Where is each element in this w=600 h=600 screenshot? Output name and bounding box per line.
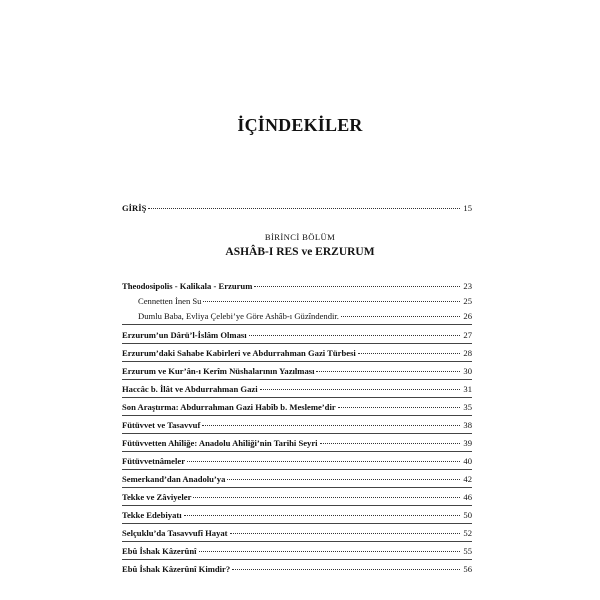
- toc-entry-page: 40: [463, 456, 472, 466]
- toc-entry[interactable]: [122, 281, 472, 292]
- dot-leader: [193, 496, 460, 498]
- toc-entry-label: Dumlu Baba, Evliya Çelebi’ye Göre Ashâb-ı Güzîndendir.: [138, 311, 339, 321]
- dot-leader: [148, 207, 460, 209]
- dot-leader: [227, 478, 460, 480]
- part-label: BİRİNCİ BÖLÜM: [264, 232, 336, 242]
- toc-entry-label: Fütüvvetten Ahîliğe: Anadolu Ahîliği’nin Tarihi Seyri: [122, 438, 318, 448]
- section-rule: [122, 487, 472, 488]
- toc-entry-page: 25: [463, 296, 472, 306]
- toc-entry-page: 31: [463, 384, 472, 394]
- dot-leader: [199, 550, 460, 552]
- dot-leader: [260, 388, 460, 390]
- section-rule: [122, 541, 472, 542]
- toc-entry-label: Erzurum’daki Sahabe Kabirleri ve Abdurrahman Gazi Türbesi: [122, 348, 356, 358]
- toc-entry-page: 55: [463, 546, 472, 556]
- toc-entry[interactable]: [122, 438, 472, 449]
- toc-entry-page: 52: [463, 528, 472, 538]
- toc-entry-page: 23: [463, 281, 472, 291]
- section-rule: [122, 379, 472, 380]
- toc-entry[interactable]: [122, 384, 472, 395]
- toc-entry[interactable]: [122, 510, 472, 521]
- toc-entry-label: Theodosipolis - Kalikala - Erzurum: [122, 281, 253, 291]
- toc-entry-page: 56: [463, 564, 472, 574]
- toc-entry-page: 30: [463, 366, 472, 376]
- toc-entry-label: Fütüvvetnâmeler: [122, 456, 186, 466]
- section-rule: [122, 324, 472, 325]
- section-rule: [122, 523, 472, 524]
- dot-leader: [338, 406, 460, 408]
- page-title: İÇİNDEKİLER: [237, 115, 363, 135]
- toc-entry-page: 26: [463, 311, 472, 321]
- toc-entry-page: 15: [463, 203, 472, 213]
- toc-entry-label: Tekke Edebiyatı: [122, 510, 182, 520]
- toc-entry[interactable]: [122, 348, 472, 359]
- section-rule: [122, 451, 472, 452]
- toc-entry-page: 27: [463, 330, 472, 340]
- toc-entry-label: Selçuklu’da Tasavvufî Hayat: [122, 528, 228, 538]
- section-rule: [122, 361, 472, 362]
- toc-entry-page: 35: [463, 402, 472, 412]
- toc-entry-page: 50: [463, 510, 472, 520]
- dot-leader: [249, 334, 460, 336]
- dot-leader: [358, 352, 460, 354]
- dot-leader: [341, 315, 460, 317]
- toc-entry[interactable]: [122, 474, 472, 485]
- toc-entry-intro[interactable]: [122, 203, 472, 214]
- toc-subentry[interactable]: [138, 311, 472, 322]
- dot-leader: [202, 424, 460, 426]
- toc-entry-page: 28: [463, 348, 472, 358]
- toc-entry-label: Erzurum’un Dârü’l-İslâm Olması: [122, 330, 247, 340]
- dot-leader: [184, 514, 460, 516]
- toc-entry[interactable]: [122, 492, 472, 503]
- part-title: ASHÂB-I RES ve ERZURUM: [225, 246, 375, 258]
- toc-entry[interactable]: [122, 528, 472, 539]
- toc-entry[interactable]: [122, 546, 472, 557]
- toc-entry-label: Ebû İshak Kâzerûnî: [122, 546, 197, 556]
- dot-leader: [232, 568, 460, 570]
- toc-entry[interactable]: [122, 366, 472, 377]
- toc-entry-label: Erzurum ve Kur’ân-ı Kerîm Nüshalarının Yazılması: [122, 366, 315, 376]
- section-rule: [122, 433, 472, 434]
- section-rule: [122, 415, 472, 416]
- toc-entry-page: 42: [463, 474, 472, 484]
- section-rule: [122, 469, 472, 470]
- toc-subentry[interactable]: [138, 296, 472, 307]
- dot-leader: [230, 532, 460, 534]
- toc-entry[interactable]: [122, 330, 472, 341]
- toc-entry[interactable]: [122, 564, 472, 575]
- toc-entry-label: Cennetten İnen Su: [138, 296, 202, 306]
- toc-entry-label: Haccâc b. İlât ve Abdurrahman Gazi: [122, 384, 258, 394]
- toc-entry-label: GİRİŞ: [122, 203, 147, 213]
- toc-entry-label: Son Araştırma: Abdurrahman Gazi Habîb b. Mesleme’dir: [122, 402, 336, 412]
- dot-leader: [316, 370, 460, 372]
- dot-leader: [254, 285, 460, 287]
- dot-leader: [320, 442, 460, 444]
- toc-entry-label: Ebû İshak Kâzerûnî Kimdir?: [122, 564, 231, 574]
- dot-leader: [203, 300, 460, 302]
- section-rule: [122, 559, 472, 560]
- toc-entry-page: 46: [463, 492, 472, 502]
- dot-leader: [187, 460, 460, 462]
- section-rule: [122, 397, 472, 398]
- toc-entry-label: Semerkand’dan Anadolu’ya: [122, 474, 226, 484]
- toc-entry[interactable]: [122, 402, 472, 413]
- section-rule: [122, 343, 472, 344]
- toc-entry[interactable]: [122, 420, 472, 431]
- toc-entry-page: 39: [463, 438, 472, 448]
- toc-entry-page: 38: [463, 420, 472, 430]
- toc-entry-label: Fütüvvet ve Tasavvuf: [122, 420, 201, 430]
- toc-entry[interactable]: [122, 456, 472, 467]
- section-rule: [122, 505, 472, 506]
- toc-entry-label: Tekke ve Zâviyeler: [122, 492, 192, 502]
